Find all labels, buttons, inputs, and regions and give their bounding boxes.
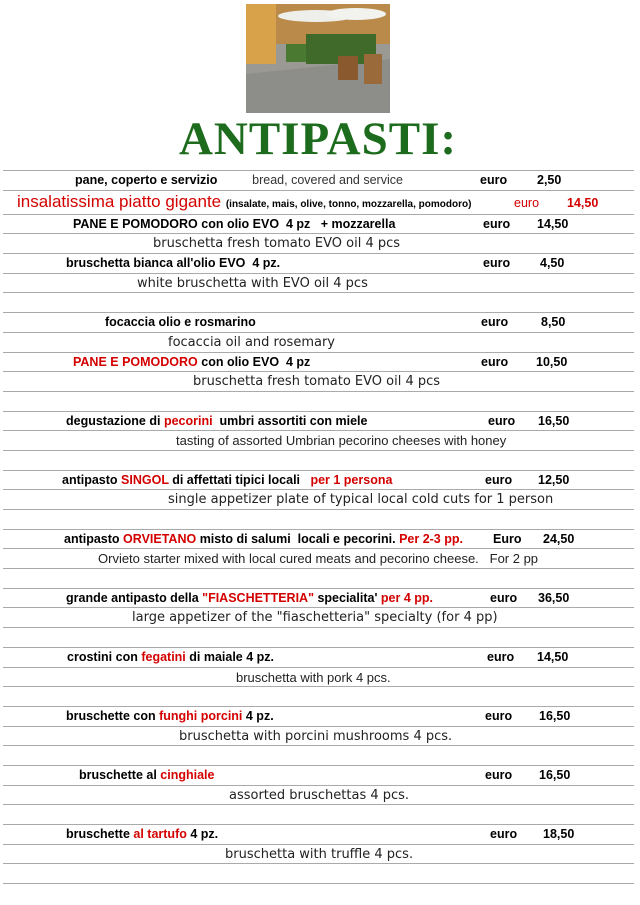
- translation-row: [3, 234, 634, 254]
- item-name-part: di maiale 4 pz.: [185, 649, 275, 664]
- menu-item-row: [3, 471, 634, 491]
- item-name-part: "FIASCHETTERIA": [202, 590, 314, 605]
- item-price: 14,50: [537, 649, 569, 664]
- item-name-part: al tartufo: [133, 827, 187, 841]
- translation-row: [3, 845, 634, 865]
- item-name: [75, 173, 403, 187]
- item-name-part: antipasto: [62, 472, 122, 487]
- item-name-part: bruschette al: [79, 767, 161, 782]
- item-name: [67, 650, 274, 664]
- item-price: 24,50: [543, 531, 575, 546]
- item-name-part: 4 pz.: [242, 708, 274, 723]
- item-name-part: 4 pz.: [186, 827, 219, 841]
- translation-row: [3, 372, 634, 392]
- item-name-part: focaccia olio e rosmarino: [105, 315, 256, 330]
- currency-label: euro: [490, 590, 518, 605]
- item-name-part: antipasto: [64, 531, 124, 546]
- currency-label: euro: [483, 256, 511, 271]
- spacer-row: [3, 864, 634, 884]
- item-price: 14,50: [537, 216, 569, 231]
- spacer-row: [3, 510, 634, 530]
- item-price: 16,50: [539, 708, 571, 723]
- spacer-row: [3, 687, 634, 707]
- currency-label: euro: [488, 413, 516, 428]
- menu-item-row: [3, 589, 634, 609]
- translation-row: [3, 786, 634, 806]
- item-price: 2,50: [537, 173, 562, 187]
- currency-label: euro: [485, 708, 513, 723]
- item-name: [62, 473, 392, 487]
- menu-item-row: [3, 191, 634, 215]
- item-name-part: SINGOL: [121, 472, 169, 487]
- menu-item-row: [3, 171, 634, 191]
- item-price: 14,50: [567, 195, 599, 210]
- item-name: [66, 709, 274, 723]
- menu-item-row: [3, 648, 634, 668]
- item-name-part: umbri assortiti con miele: [212, 413, 368, 428]
- item-name-part: cinghiale: [160, 767, 215, 782]
- item-name-part: degustazione di: [66, 413, 164, 428]
- translation-row: [3, 608, 634, 628]
- translation-row: [3, 431, 634, 451]
- item-name: [17, 192, 471, 212]
- menu-item-row: [3, 254, 634, 274]
- menu-item-row: [3, 353, 634, 373]
- item-name-part: grande antipasto della: [66, 590, 203, 605]
- item-name-part: [217, 173, 252, 187]
- item-price: 8,50: [541, 315, 566, 330]
- spacer-row: [3, 746, 634, 766]
- item-name-part: specialita': [314, 590, 381, 605]
- item-price: 18,50: [543, 827, 575, 841]
- spacer-row: [3, 392, 634, 412]
- item-translation: bruschetta fresh tomato EVO oil 4 pcs: [153, 236, 401, 252]
- translation-row: [3, 490, 634, 510]
- item-name-part: bread, covered and service: [252, 173, 403, 187]
- item-name-part: di affettati tipici locali: [168, 472, 311, 487]
- restaurant-terrace-photo: [246, 4, 390, 113]
- item-price: 4,50: [540, 256, 565, 271]
- menu-item-row: [3, 707, 634, 727]
- currency-label: Euro: [493, 531, 522, 546]
- currency-label: euro: [514, 195, 540, 210]
- menu-item-row: [3, 530, 634, 550]
- menu-item-row: [3, 825, 634, 845]
- item-name-part: funghi porcini: [159, 708, 243, 723]
- spacer-row: [3, 293, 634, 313]
- item-translation: Orvieto starter mixed with local cured meats and pecorino cheese. For 2 pp: [98, 551, 539, 567]
- translation-row: [3, 668, 634, 688]
- item-name-part: PANE E POMODORO: [73, 354, 198, 369]
- item-name-part: per 4 pp.: [380, 590, 433, 605]
- item-price: 16,50: [538, 413, 570, 428]
- item-name: [105, 315, 256, 329]
- item-translation: bruschetta fresh tomato EVO oil 4 pcs: [193, 374, 441, 390]
- item-name-part: ORVIETANO: [123, 531, 197, 546]
- item-name-part: Per 2-3 pp.: [399, 531, 463, 546]
- menu-list: [3, 170, 634, 884]
- item-price: 16,50: [539, 767, 571, 782]
- item-name-part: pane, coperto e servizio: [75, 173, 218, 187]
- currency-label: euro: [490, 827, 518, 841]
- menu-item-row: [3, 766, 634, 786]
- currency-label: euro: [483, 216, 511, 231]
- spacer-row: [3, 451, 634, 471]
- spacer-row: [3, 569, 634, 589]
- item-name-part: bruschetta bianca all'olio EVO 4 pz.: [66, 256, 281, 271]
- item-name-part: pecorini: [163, 413, 213, 428]
- item-name-part: bruschette: [66, 827, 134, 841]
- spacer-row: [3, 628, 634, 648]
- item-translation: focaccia oil and rosemary: [168, 334, 336, 350]
- currency-label: euro: [481, 354, 509, 369]
- item-translation: bruschetta with truffle 4 pcs.: [225, 846, 414, 862]
- currency-label: euro: [485, 472, 513, 487]
- item-name: [66, 827, 218, 841]
- spacer-row: [3, 805, 634, 825]
- item-translation: single appetizer plate of typical local cold cuts for 1 person: [168, 492, 554, 508]
- currency-label: euro: [480, 173, 508, 187]
- item-name: [66, 591, 433, 605]
- item-price: 10,50: [536, 354, 568, 369]
- item-name: [73, 355, 310, 369]
- item-name: [79, 768, 214, 782]
- item-name-part: PANE E POMODORO con olio EVO 4 pz + mozzarella: [73, 216, 396, 231]
- item-translation: bruschetta with pork 4 pcs.: [236, 669, 391, 685]
- menu-item-row: [3, 215, 634, 235]
- menu-item-row: [3, 313, 634, 333]
- item-translation: bruschetta with porcini mushrooms 4 pcs.: [179, 728, 453, 744]
- translation-row: [3, 333, 634, 353]
- item-name-part: misto di salumi locali e pecorini.: [196, 531, 400, 546]
- item-translation: assorted bruschettas 4 pcs.: [229, 787, 410, 803]
- translation-row: [3, 549, 634, 569]
- item-name: [73, 217, 395, 231]
- item-translation: tasting of assorted Umbrian pecorino cheeses with honey: [176, 433, 507, 449]
- item-name-part: insalatissima piatto gigante: [17, 191, 226, 211]
- item-name-part: (insalate, mais, olive, tonno, mozzarella, pomodoro): [225, 198, 472, 210]
- item-price: 36,50: [538, 590, 570, 605]
- translation-row: [3, 274, 634, 294]
- item-name: [66, 256, 280, 270]
- item-name-part: per 1 persona: [310, 472, 393, 487]
- currency-label: euro: [485, 767, 513, 782]
- item-name-part: crostini con: [67, 649, 142, 664]
- item-price: 12,50: [538, 472, 570, 487]
- item-translation: large appetizer of the "fiaschetteria" specialty (for 4 pp): [132, 610, 498, 626]
- item-name: [64, 532, 463, 546]
- item-name-part: bruschette con: [66, 708, 160, 723]
- currency-label: euro: [487, 649, 515, 664]
- menu-item-row: [3, 412, 634, 432]
- item-name-part: con olio EVO 4 pz: [197, 354, 311, 369]
- item-translation: white bruschetta with EVO oil 4 pcs: [137, 275, 368, 291]
- item-name-part: fegatini: [141, 649, 186, 664]
- item-name: [66, 414, 367, 428]
- translation-row: [3, 727, 634, 747]
- page-title: ANTIPASTI:: [178, 113, 458, 165]
- currency-label: euro: [481, 315, 509, 330]
